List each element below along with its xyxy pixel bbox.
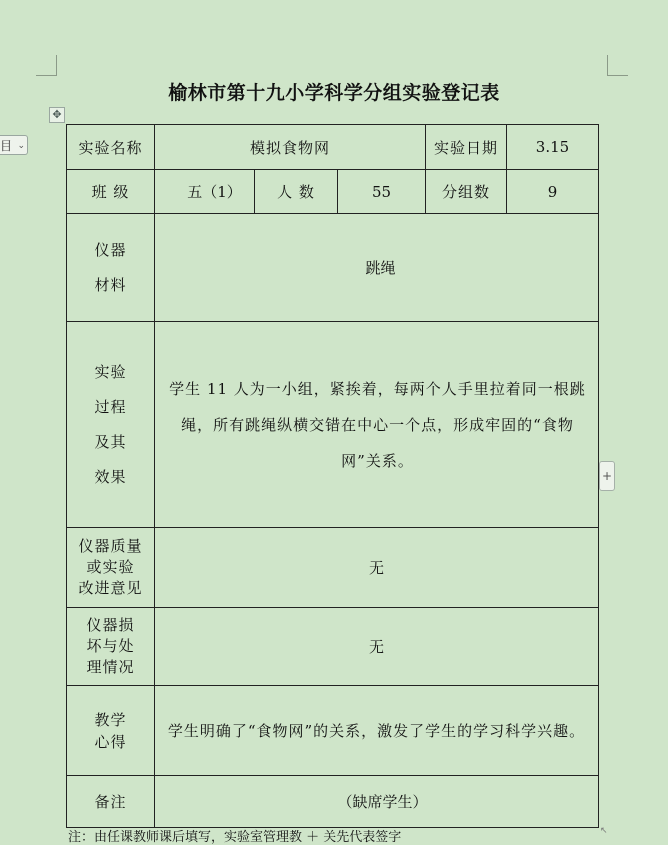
- left-margin-control[interactable]: [0, 135, 28, 155]
- label-line: 实验: [94, 362, 127, 381]
- table-row: [67, 528, 599, 608]
- label-line: 材料: [94, 275, 127, 294]
- equipment-materials-label: [67, 214, 155, 322]
- left-control-label: 目: [0, 139, 13, 153]
- label-line: 过程: [94, 397, 127, 416]
- label-line: 坏与处: [86, 637, 135, 655]
- experiment-name-value[interactable]: 模拟食物网: [155, 125, 426, 170]
- label-line: 改进意见: [78, 579, 143, 597]
- class-label: 班 级: [67, 170, 155, 214]
- remarks-value[interactable]: （缺席学生）: [155, 776, 599, 828]
- process-effect-label: [67, 322, 155, 528]
- label-line: 仪器损: [86, 616, 135, 634]
- experiment-record-table: [66, 124, 599, 828]
- group-count-label: 分组数: [426, 170, 507, 214]
- table-move-handle-icon[interactable]: ✥: [49, 107, 65, 123]
- experiment-name-label: 实验名称: [67, 125, 155, 170]
- label-line: 仪器质量: [78, 537, 143, 555]
- process-effect-value[interactable]: 学生 11 人为一小组，紧挨着，每两个人手里拉着同一根跳绳，所有跳绳纵横交错在中心一个点，形成牢固的“食物网”关系。: [155, 322, 599, 528]
- table-row: [67, 686, 599, 776]
- experiment-date-label: 实验日期: [426, 125, 507, 170]
- label-line: 及其: [94, 432, 127, 451]
- equipment-materials-value[interactable]: 跳绳: [155, 214, 599, 322]
- page-title: 榆林市第十九小学科学分组实验登记表: [168, 82, 500, 104]
- group-count-value[interactable]: 9: [507, 170, 599, 214]
- experiment-date-value[interactable]: 3.15: [507, 125, 599, 170]
- label-line: 或实验: [86, 558, 135, 576]
- quality-improvement-label: [67, 528, 155, 608]
- class-value[interactable]: 五（1）: [155, 170, 255, 214]
- page-corner-marker-top-left: [36, 55, 57, 76]
- table-row: [67, 170, 599, 214]
- damage-handling-label: [67, 608, 155, 686]
- label-line: 教学: [94, 710, 127, 729]
- table-row: [67, 776, 599, 828]
- label-line: 效果: [94, 467, 127, 486]
- table-row: [67, 125, 599, 170]
- label-line: 心得: [94, 732, 127, 751]
- damage-handling-value[interactable]: 无: [155, 608, 599, 686]
- student-count-label: 人 数: [255, 170, 338, 214]
- page-corner-marker-top-right: [607, 55, 628, 76]
- add-column-button[interactable]: +: [599, 461, 615, 491]
- label-line: 理情况: [86, 658, 135, 676]
- quality-improvement-value[interactable]: 无: [155, 528, 599, 608]
- label-line: 仪器: [94, 240, 127, 259]
- teaching-reflection-value[interactable]: 学生明确了“食物网”的关系，激发了学生的学习科学兴趣。: [155, 686, 599, 776]
- chevron-down-icon: ⌄: [17, 141, 25, 151]
- resize-handle-icon[interactable]: ↖: [600, 826, 608, 836]
- teaching-reflection-label: [67, 686, 155, 776]
- table-row: [67, 608, 599, 686]
- table-row: [67, 214, 599, 322]
- table-row: [67, 322, 599, 528]
- student-count-value[interactable]: 55: [338, 170, 426, 214]
- remarks-label: 备注: [67, 776, 155, 828]
- footer-note: 注：由任课教师课后填写，实验室管理教 ＋ 关先代表签字: [68, 830, 402, 845]
